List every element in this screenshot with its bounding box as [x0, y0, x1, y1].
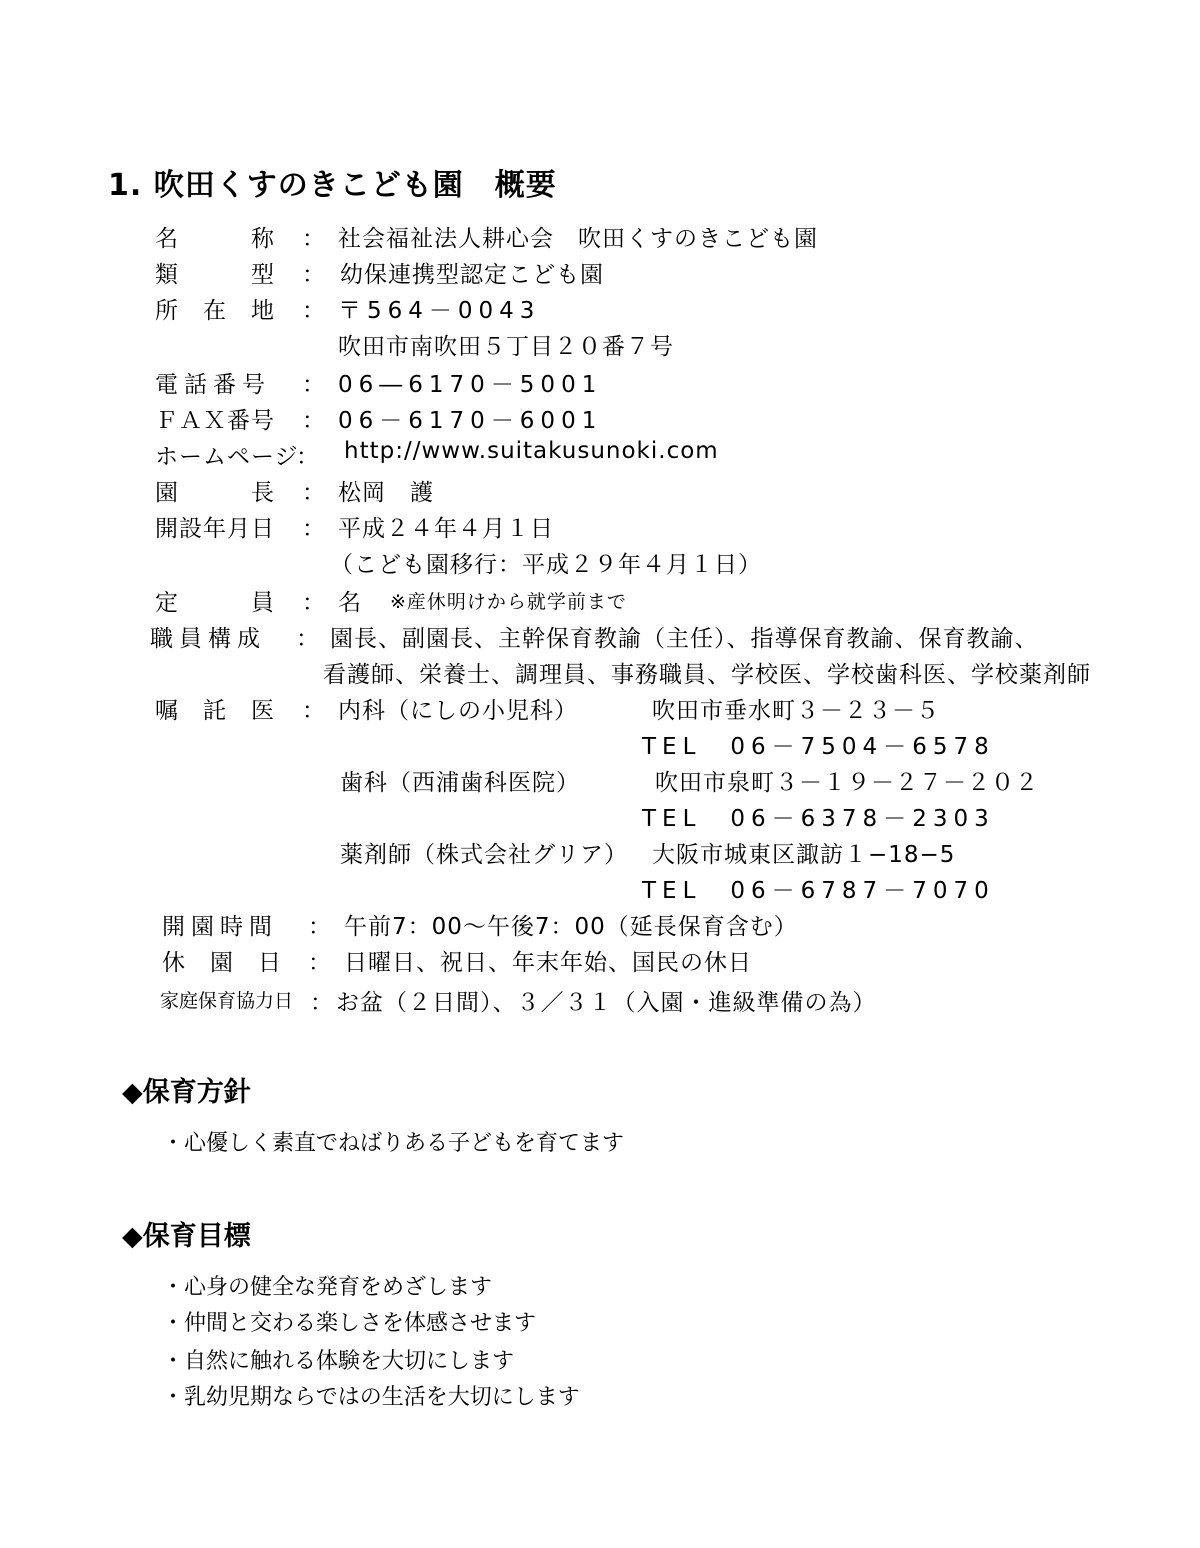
- label-homepage: ホームページ: [155, 444, 299, 470]
- value-name: 社会福祉法人耕心会 吹田くすのきこども園: [338, 226, 818, 252]
- colon: ：: [302, 226, 326, 252]
- homepage-link[interactable]: http://www.suitakusunoki.com: [344, 438, 719, 464]
- value-staff: 園長、副園長、主幹保育教諭（主任）、指導保育教諭、保育教諭、: [330, 626, 1039, 652]
- value-director: 松岡 護: [338, 480, 434, 506]
- section-heading-goals: ◆保育目標: [122, 1221, 251, 1252]
- colon: ：: [296, 444, 320, 470]
- value-phone: 06―6170－5001: [338, 372, 603, 398]
- colon: ：: [302, 480, 326, 506]
- doctor-name: 歯科（西浦歯科医院）: [340, 770, 580, 796]
- label-address: 所 在 地: [155, 298, 275, 324]
- doctor-name: 薬剤師（株式会社グリア）: [340, 842, 628, 868]
- list-item: ・仲間と交わる楽しさを体感させます: [162, 1311, 537, 1336]
- value-hours: 午前7：00～午後7：00（延長保育含む）: [344, 914, 798, 940]
- colon: ：: [302, 372, 326, 398]
- colon: ：: [308, 914, 332, 940]
- value-capacity: 名: [338, 590, 362, 616]
- colon: ：: [310, 990, 334, 1016]
- doctor-tel: TEL 06－7504－6578: [642, 734, 995, 760]
- colon: ：: [308, 950, 332, 976]
- label-name: 名 称: [155, 226, 275, 252]
- capacity-note: ※産休明けから就学前まで: [390, 591, 627, 613]
- label-doctors: 嘱 託 医: [155, 698, 275, 724]
- label-type: 類 型: [155, 262, 275, 288]
- doctor-address: 吹田市垂水町３－２３－５: [652, 698, 940, 724]
- section-heading-policy: ◆保育方針: [122, 1077, 251, 1108]
- label-phone: 電話番号: [155, 372, 271, 398]
- doctor-address: 大阪市城東区諏訪１−18−5: [652, 842, 956, 868]
- list-item: ・自然に触れる体験を大切にします: [162, 1349, 515, 1374]
- label-family-days: 家庭保育協力日: [160, 990, 294, 1012]
- list-item: ・乳幼児期ならではの生活を大切にします: [162, 1385, 580, 1410]
- doctor-tel: TEL 06－6787－7070: [642, 878, 995, 904]
- label-fax: ＦＡＸ番号: [155, 408, 275, 434]
- colon: ：: [302, 262, 326, 288]
- address-line: 吹田市南吹田５丁目２０番７号: [338, 334, 674, 360]
- value-closed: 日曜日、祝日、年末年始、国民の休日: [344, 950, 752, 976]
- colon: ：: [302, 516, 326, 542]
- list-item: ・心優しく素直でねばりある子どもを育てます: [162, 1131, 625, 1156]
- colon: ：: [302, 590, 326, 616]
- value-opened-note: （こども園移行：平成２９年４月１日）: [330, 552, 762, 578]
- value-staff-line2: 看護師、栄養士、調理員、事務職員、学校医、学校歯科医、学校薬剤師: [323, 662, 1091, 688]
- label-opened: 開設年月日: [155, 516, 275, 542]
- label-closed: 休 園 日: [162, 950, 282, 976]
- value-fax: 06－6170－6001: [338, 408, 603, 434]
- label-director: 園 長: [155, 480, 275, 506]
- page-title: 1. 吹田くすのきこども園 概要: [108, 168, 557, 203]
- label-staff: 職員構成: [150, 626, 266, 652]
- value-family-days: お盆（２日間）、３／３１（入園・進級準備の為）: [336, 990, 877, 1016]
- doctor-address: 吹田市泉町３－１９－２７－２０２: [655, 770, 1039, 796]
- colon: ：: [296, 626, 320, 652]
- label-capacity: 定 員: [155, 590, 275, 616]
- list-item: ・心身の健全な発育をめざします: [162, 1275, 493, 1300]
- value-opened: 平成２４年４月１日: [338, 516, 554, 542]
- colon: ：: [302, 698, 326, 724]
- postal-code: 〒564－0043: [338, 298, 541, 324]
- doctor-name: 内科（にしの小児科）: [338, 698, 578, 724]
- value-type: 幼保連携型認定こども園: [340, 262, 604, 288]
- label-hours: 開園時間: [162, 914, 278, 940]
- colon: ：: [302, 298, 326, 324]
- colon: ：: [302, 408, 326, 434]
- doctor-tel: TEL 06－6378－2303: [642, 806, 995, 832]
